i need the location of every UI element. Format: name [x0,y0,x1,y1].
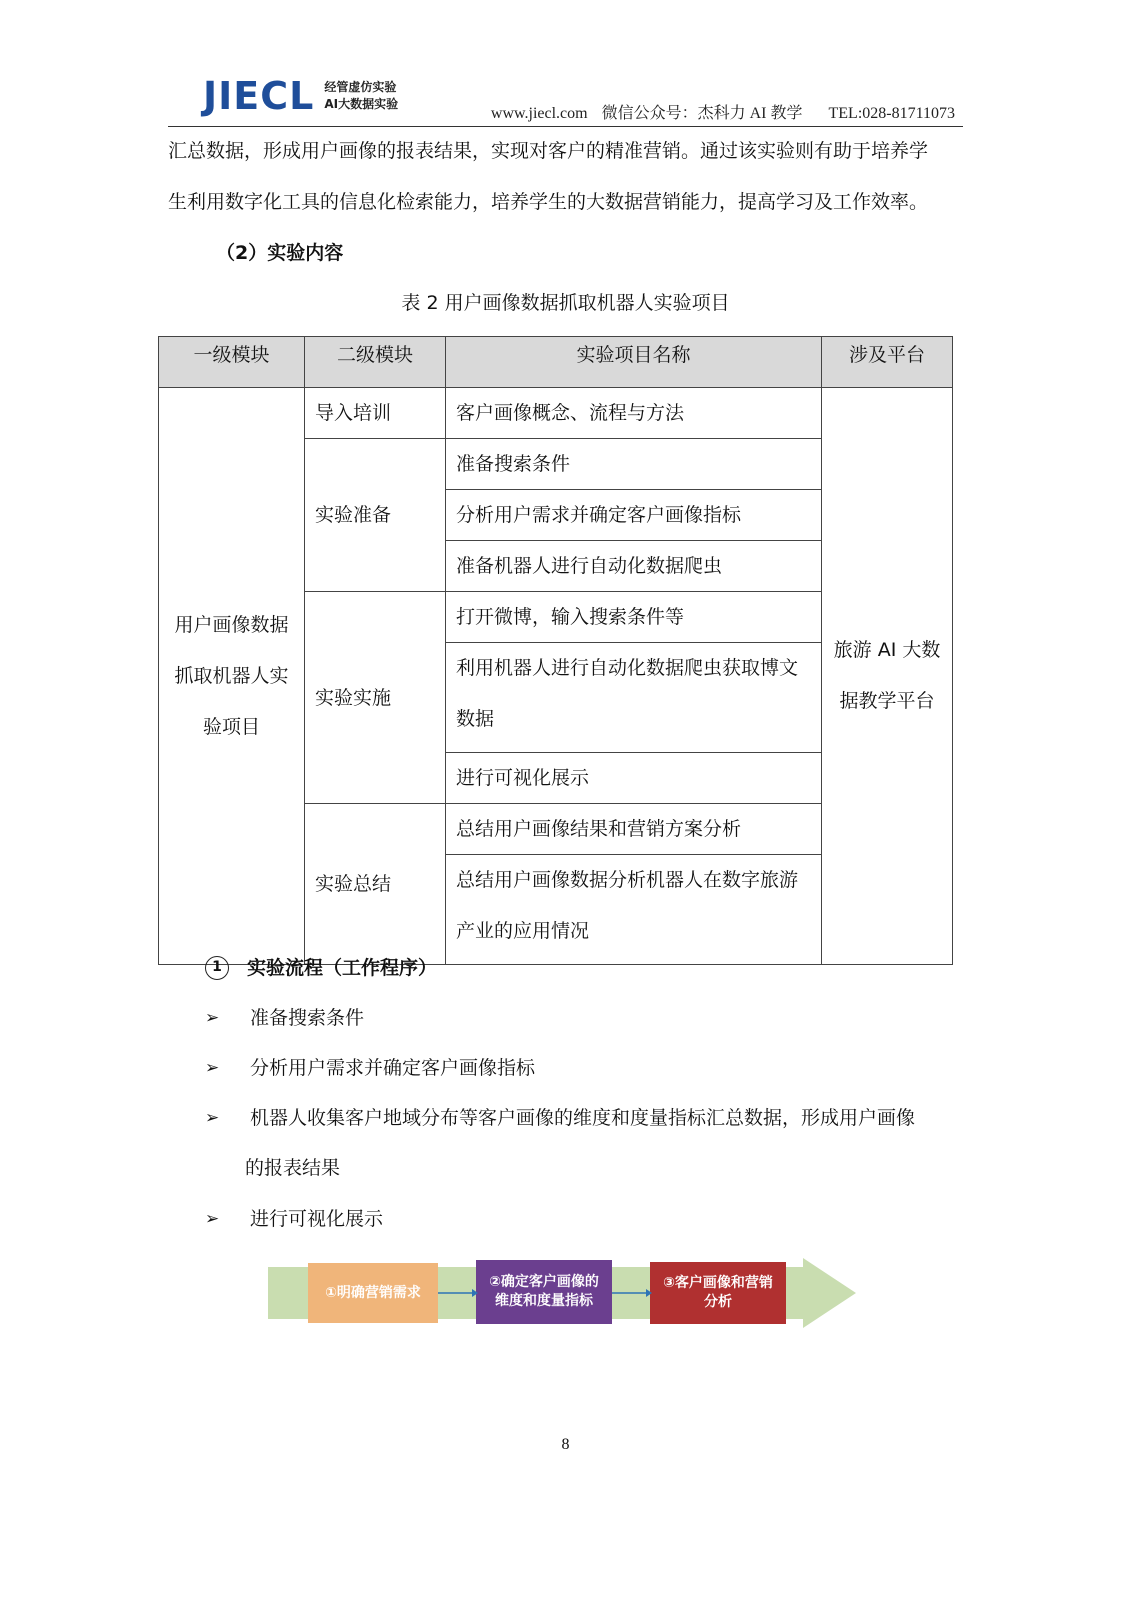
item-cell: 分析用户需求并确定客户画像指标 [446,490,822,541]
arrow-bullet-icon: ➢ [205,1058,220,1078]
procedure-title-text: 实验流程（工作程序） [247,957,438,979]
jiecl-logo [203,76,398,116]
header-level1: 一级模块 [159,337,305,388]
logo-subtitle-line1: 经管虚仿实验 [324,80,397,94]
header-platform: 涉及平台 [822,337,953,388]
intro-line-1: 汇总数据，形成用户画像的报表结果，实现对客户的精准营销。通过该实验则有助于培养学 [168,140,929,162]
arrow-bullet-icon: ➢ [205,1008,220,1028]
item-cell: 打开微博，输入搜索条件等 [446,592,822,643]
list-item [205,1093,965,1193]
header-tel: TEL:028-81711073 [828,105,955,122]
module-cell: 实验准备 [305,439,446,592]
header-item-name: 实验项目名称 [446,337,822,388]
table-header-row [159,337,953,388]
header-wechat: 微信公众号：杰科力 AI 教学 [601,105,803,122]
flow-diagram [268,1258,858,1328]
procedure-title [205,952,437,984]
item-cell: 利用机器人进行自动化数据爬虫获取博文数据 [446,643,822,753]
item-cell: 总结用户画像结果和营销方案分析 [446,804,822,855]
header-website: www.jiecl.com [490,105,588,122]
level1-module-cell: 用户画像数据抓取机器人实验项目 [159,388,305,965]
module-cell: 实验总结 [305,804,446,965]
flow-step2-label: ②确定客户画像的维度和度量指标 [489,1274,599,1309]
list-item-text: 分析用户需求并确定客户画像指标 [250,1057,536,1079]
module-cell: 导入培训 [305,388,446,439]
arrow-bullet-icon: ➢ [205,1209,220,1229]
item-cell: 总结用户画像数据分析机器人在数字旅游产业的应用情况 [446,855,822,965]
list-item-text: 进行可视化展示 [250,1208,384,1230]
list-item [205,993,965,1043]
logo-subtitle [324,79,398,113]
header-level2: 二级模块 [305,337,446,388]
module-cell: 实验实施 [305,592,446,804]
list-item-text-continued: 的报表结果 [245,1157,341,1179]
logo-subtitle-line2: AI大数据实验 [324,97,399,111]
item-cell: 准备搜索条件 [446,439,822,490]
logo-main-text: JIECL [203,74,315,118]
item-cell: 客户画像概念、流程与方法 [446,388,822,439]
header-contact-info [491,100,955,123]
flow-step3-label: ③客户画像和营销分析 [663,1275,773,1310]
flow-step1-label: ①明确营销需求 [325,1284,421,1301]
number-circle-icon: 1 [205,956,229,980]
table-row [159,388,953,439]
page-header [168,70,963,127]
item-cell: 进行可视化展示 [446,753,822,804]
page-number: 8 [561,1436,570,1453]
section-heading: （2）实验内容 [216,242,344,264]
list-item [205,1194,965,1244]
item-cell: 准备机器人进行自动化数据爬虫 [446,541,822,592]
list-item-text: 机器人收集客户地域分布等客户画像的维度和度量指标汇总数据，形成用户画像 [250,1107,916,1129]
experiment-table [158,336,953,965]
arrow-bullet-icon: ➢ [205,1108,220,1128]
list-item-text: 准备搜索条件 [250,1007,365,1029]
intro-line-2: 生利用数字化工具的信息化检索能力，培养学生的大数据营销能力，提高学习及工作效率。 [168,191,929,213]
platform-cell: 旅游 AI 大数据教学平台 [822,388,953,965]
list-item [205,1043,965,1093]
table-caption: 表 2 用户画像数据抓取机器人实验项目 [401,292,730,314]
